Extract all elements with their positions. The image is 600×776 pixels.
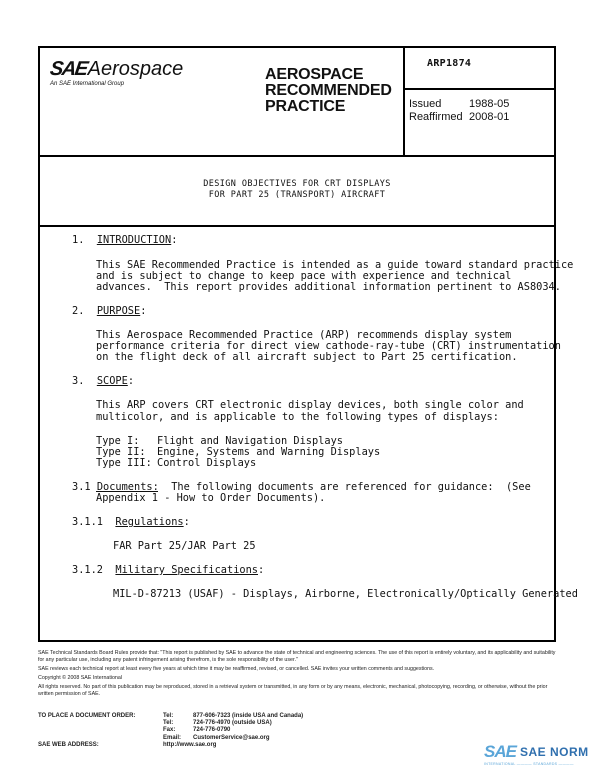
paragraph-line: FAR Part 25/JAR Part 25 (113, 540, 256, 552)
order-info (38, 713, 303, 749)
phone-link[interactable]: 877-606-7323 (inside USA and Canada) (193, 713, 304, 719)
section-number: 2. (72, 305, 85, 317)
watermark-logo-icon: SAE (484, 742, 516, 761)
type-desc: Engine, Systems and Warning Displays (157, 446, 381, 458)
section-title: Military Specifications (115, 564, 258, 576)
paragraph-text: The following documents are referenced for guidance: (See (171, 481, 531, 493)
doc-type-line: RECOMMENDED (265, 82, 392, 99)
doc-type-line: AEROSPACE (265, 66, 364, 83)
contact-key: Tel: (163, 713, 174, 719)
reaffirmed-row (409, 111, 556, 124)
section-title: PURPOSE (96, 305, 141, 317)
web-link[interactable]: http://www.sae.org (163, 741, 217, 748)
type-label: Type II: (96, 446, 146, 458)
doc-number: ARP1874 (405, 48, 556, 90)
order-label: TO PLACE A DOCUMENT ORDER: (38, 713, 136, 719)
paragraph-line: advances. This report provides additional information pertinent to AS8034. (96, 281, 561, 293)
section-number: 3.1.2 (72, 564, 103, 576)
document-type (265, 67, 392, 115)
contact-key: Tel: (163, 720, 174, 727)
section-title: Documents (96, 481, 153, 493)
sae-aerospace-logo (50, 58, 183, 87)
paragraph-line: This ARP covers CRT electronic display devices, both single color and (96, 399, 524, 411)
legal-paragraph: All rights reserved. No part of this publication may be reproduced, stored in a retrieval system or transmitted, in any form or by any means, electronic, mechanical, photocopying, recording, or otherwise, without the prior written permission of SAE. (38, 684, 548, 697)
type-label: Type I: (96, 435, 140, 447)
contact-key: Fax: (163, 727, 176, 734)
paragraph-line: performance criteria for direct view cathode-ray-tube (CRT) instrumentation (96, 340, 561, 352)
section-3-1-cont (96, 493, 325, 505)
document-frame (38, 46, 578, 642)
section-number: 3. (72, 375, 85, 387)
section-title: INTRODUCTION (96, 234, 172, 246)
section-number: 1. (72, 234, 85, 246)
contact-key: Email: (163, 734, 182, 741)
issued-row (409, 98, 556, 111)
section-3-1-2: 3.1.2 Military Specifications: (72, 564, 265, 576)
doc-dates (405, 90, 556, 124)
document-title (40, 155, 554, 227)
date-value: 2008-01 (469, 111, 510, 123)
fax-number: 724-776-0790 (193, 727, 231, 734)
document-info (403, 48, 556, 155)
date-value: 1988-05 (469, 98, 510, 110)
paragraph-line: on the flight deck of all aircraft subject to Part 25 certification. (96, 351, 518, 363)
sae-norm-watermark (484, 742, 589, 762)
document-header (40, 48, 554, 157)
date-label: Reaffirmed (409, 111, 463, 123)
logo-name: Aerospace (87, 58, 184, 80)
appendix-reference: Appendix 1 (96, 492, 158, 504)
paragraph-line: This Aerospace Recommended Practice (ARP) recommends display system (96, 329, 512, 341)
type-label: Type III: (96, 457, 152, 469)
logo-tagline: An SAE International Group (50, 81, 125, 87)
title-line: FOR PART 25 (TRANSPORT) AIRCRAFT (208, 190, 386, 200)
section-3-heading: 3. SCOPE: (72, 375, 135, 387)
phone-link[interactable]: 724-776-4970 (outside USA) (193, 720, 272, 727)
legal-paragraph: SAE Technical Standards Board Rules provide that: "This report is published by SAE to advance the state of technical and engineering sciences. The use of this report is entirely voluntary, and its applicability and suitability for any particular use, including any patent infringement arising therefrom, is the sole responsibility of the user." (38, 650, 556, 663)
date-label: Issued (409, 98, 442, 110)
type-desc: Control Displays (157, 457, 257, 469)
web-label: SAE WEB ADDRESS: (38, 741, 99, 748)
paragraph-line: and is subject to change to keep pace with experience and technical (96, 270, 512, 282)
section-3-1-1: 3.1.1 Regulations: (72, 516, 190, 528)
section-3-1: 3.1 Documents: The following documents are referenced for guidance: (See (72, 481, 531, 493)
watermark-subtext: INTERNATIONAL ———— STANDARDS ———— (484, 762, 574, 766)
paragraph-text: - How to Order Documents). (158, 492, 326, 504)
section-2-heading: 2. PURPOSE: (72, 305, 147, 317)
paragraph-line: This SAE Recommended Practice is intended as a guide toward standard practice (96, 259, 574, 271)
section-title: Regulations (115, 516, 184, 528)
watermark-text: SAE NORM (519, 745, 589, 759)
section-title: SCOPE (96, 375, 128, 387)
legal-notice (38, 650, 563, 700)
type-desc: Flight and Navigation Displays (157, 435, 343, 447)
doc-type-line: PRACTICE (265, 98, 346, 115)
legal-paragraph: SAE reviews each technical report at least every five years at which time it may be reaffirmed, revised, or cancelled. SAE invites your written comments and suggestions. (38, 666, 435, 672)
email-link[interactable]: CustomerService@sae.org (193, 734, 270, 741)
copyright: Copyright © 2008 SAE International (38, 675, 122, 681)
paragraph-line: MIL-D-87213 (USAF) - Displays, Airborne, Electronically/Optically Generated (113, 588, 578, 600)
title-line: DESIGN OBJECTIVES FOR CRT DISPLAYS (203, 179, 391, 189)
section-number: 3.1.1 (72, 516, 103, 528)
section-number: 3.1 (72, 481, 91, 493)
paragraph-line: multicolor, and is applicable to the following types of displays: (96, 411, 499, 423)
section-1-heading: 1. INTRODUCTION: (72, 234, 178, 246)
logo-brand: SAE (48, 58, 89, 80)
